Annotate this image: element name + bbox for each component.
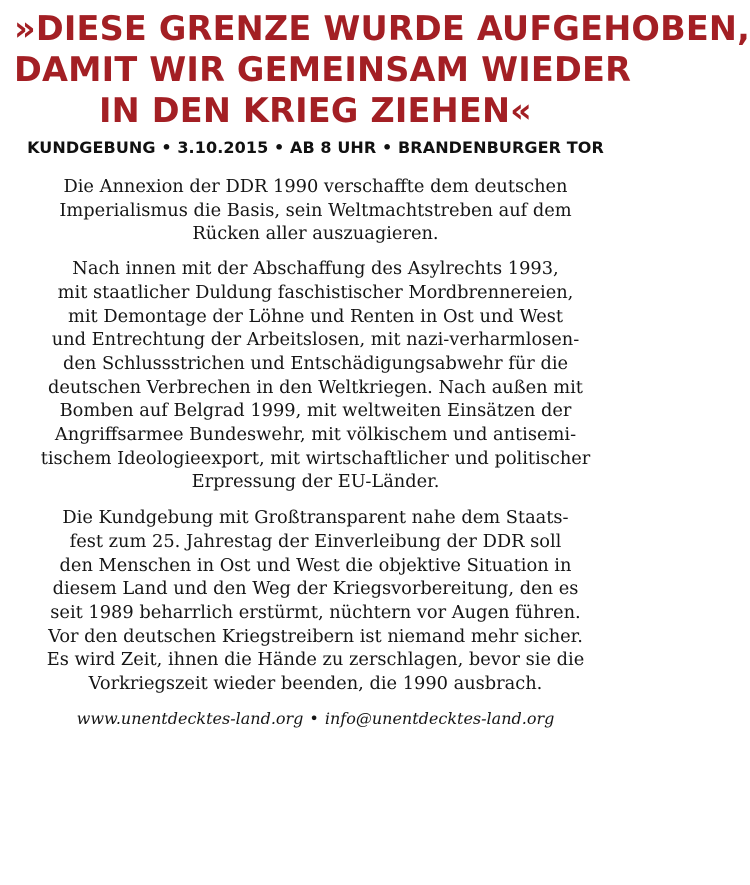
text-line: diesem Land und den Weg der Kriegsvorbereitung, den es bbox=[52, 578, 579, 600]
text-line: Nach innen mit der Abschaffung des Asylrechts 1993, bbox=[72, 258, 559, 280]
headline-line: DAMIT WIR GEMEINSAM WIEDER bbox=[14, 50, 632, 89]
text-line: fest zum 25. Jahrestag der Einverleibung der DDR soll bbox=[69, 530, 562, 552]
website-link[interactable]: www.unentdecktes-land.org bbox=[76, 708, 304, 728]
text-line: deutschen Verbrechen in den Weltkriegen. Nach außen mit bbox=[48, 376, 583, 398]
text-line: Vor den deutschen Kriegstreibern ist niemand mehr sicher. bbox=[48, 625, 583, 647]
text-line: Die Kundgebung mit Großtransparent nahe dem Staats- bbox=[62, 507, 569, 529]
email-link[interactable]: info@unentdecktes-land.org bbox=[324, 708, 555, 728]
body-text bbox=[14, 175, 617, 696]
text-line: seit 1989 beharrlich erstürmt, nüchtern vor Augen führen. bbox=[50, 601, 581, 623]
text-line: Imperialismus die Basis, sein Weltmachtstreben auf dem bbox=[59, 199, 572, 221]
text-line: den Schlussstrichen und Entschädigungsabwehr für die bbox=[62, 352, 569, 374]
paragraph-kundgebung bbox=[14, 506, 617, 696]
paragraph-innen-aussen bbox=[14, 257, 617, 494]
text-line: Rücken aller auszuagieren. bbox=[192, 223, 439, 245]
text-line: tischem Ideologieexport, mit wirtschaftlicher und politischer bbox=[40, 447, 591, 469]
bullet-separator: • bbox=[309, 708, 319, 728]
text-line: Die Annexion der DDR 1990 verschaffte dem deutschen bbox=[63, 176, 568, 197]
text-line: den Menschen in Ost und West die objektive Situation in bbox=[59, 554, 572, 576]
text-line: mit staatlicher Duldung faschistischer Mordbrennereien, bbox=[57, 281, 574, 303]
headline-line: IN DEN KRIEG ZIEHEN« bbox=[98, 91, 533, 130]
text-line: Angriffsarmee Bundeswehr, mit völkischem und antisemi- bbox=[54, 424, 577, 446]
text-line: Bomben auf Belgrad 1999, mit weltweiten Einsätzen der bbox=[59, 400, 572, 422]
text-line: und Entrechtung der Arbeitslosen, mit nazi-verharmlosen- bbox=[51, 329, 580, 351]
footer-contact bbox=[14, 708, 617, 730]
text-line: Es wird Zeit, ihnen die Hände zu zerschlagen, bevor sie die bbox=[46, 649, 585, 671]
headline bbox=[14, 8, 750, 131]
event-line: KUNDGEBUNG • 3.10.2015 • AB 8 UHR • BRANDENBURGER TOR bbox=[27, 138, 604, 157]
text-line: mit Demontage der Löhne und Renten in Ost und West bbox=[67, 305, 564, 327]
text-line: Erpressung der EU-Länder. bbox=[191, 471, 440, 493]
text-line: Vorkriegszeit wieder beenden, die 1990 ausbrach. bbox=[88, 673, 543, 695]
paragraph-annexion bbox=[14, 175, 617, 246]
headline-line: »DIESE GRENZE WURDE AUFGEHOBEN, bbox=[14, 9, 750, 48]
